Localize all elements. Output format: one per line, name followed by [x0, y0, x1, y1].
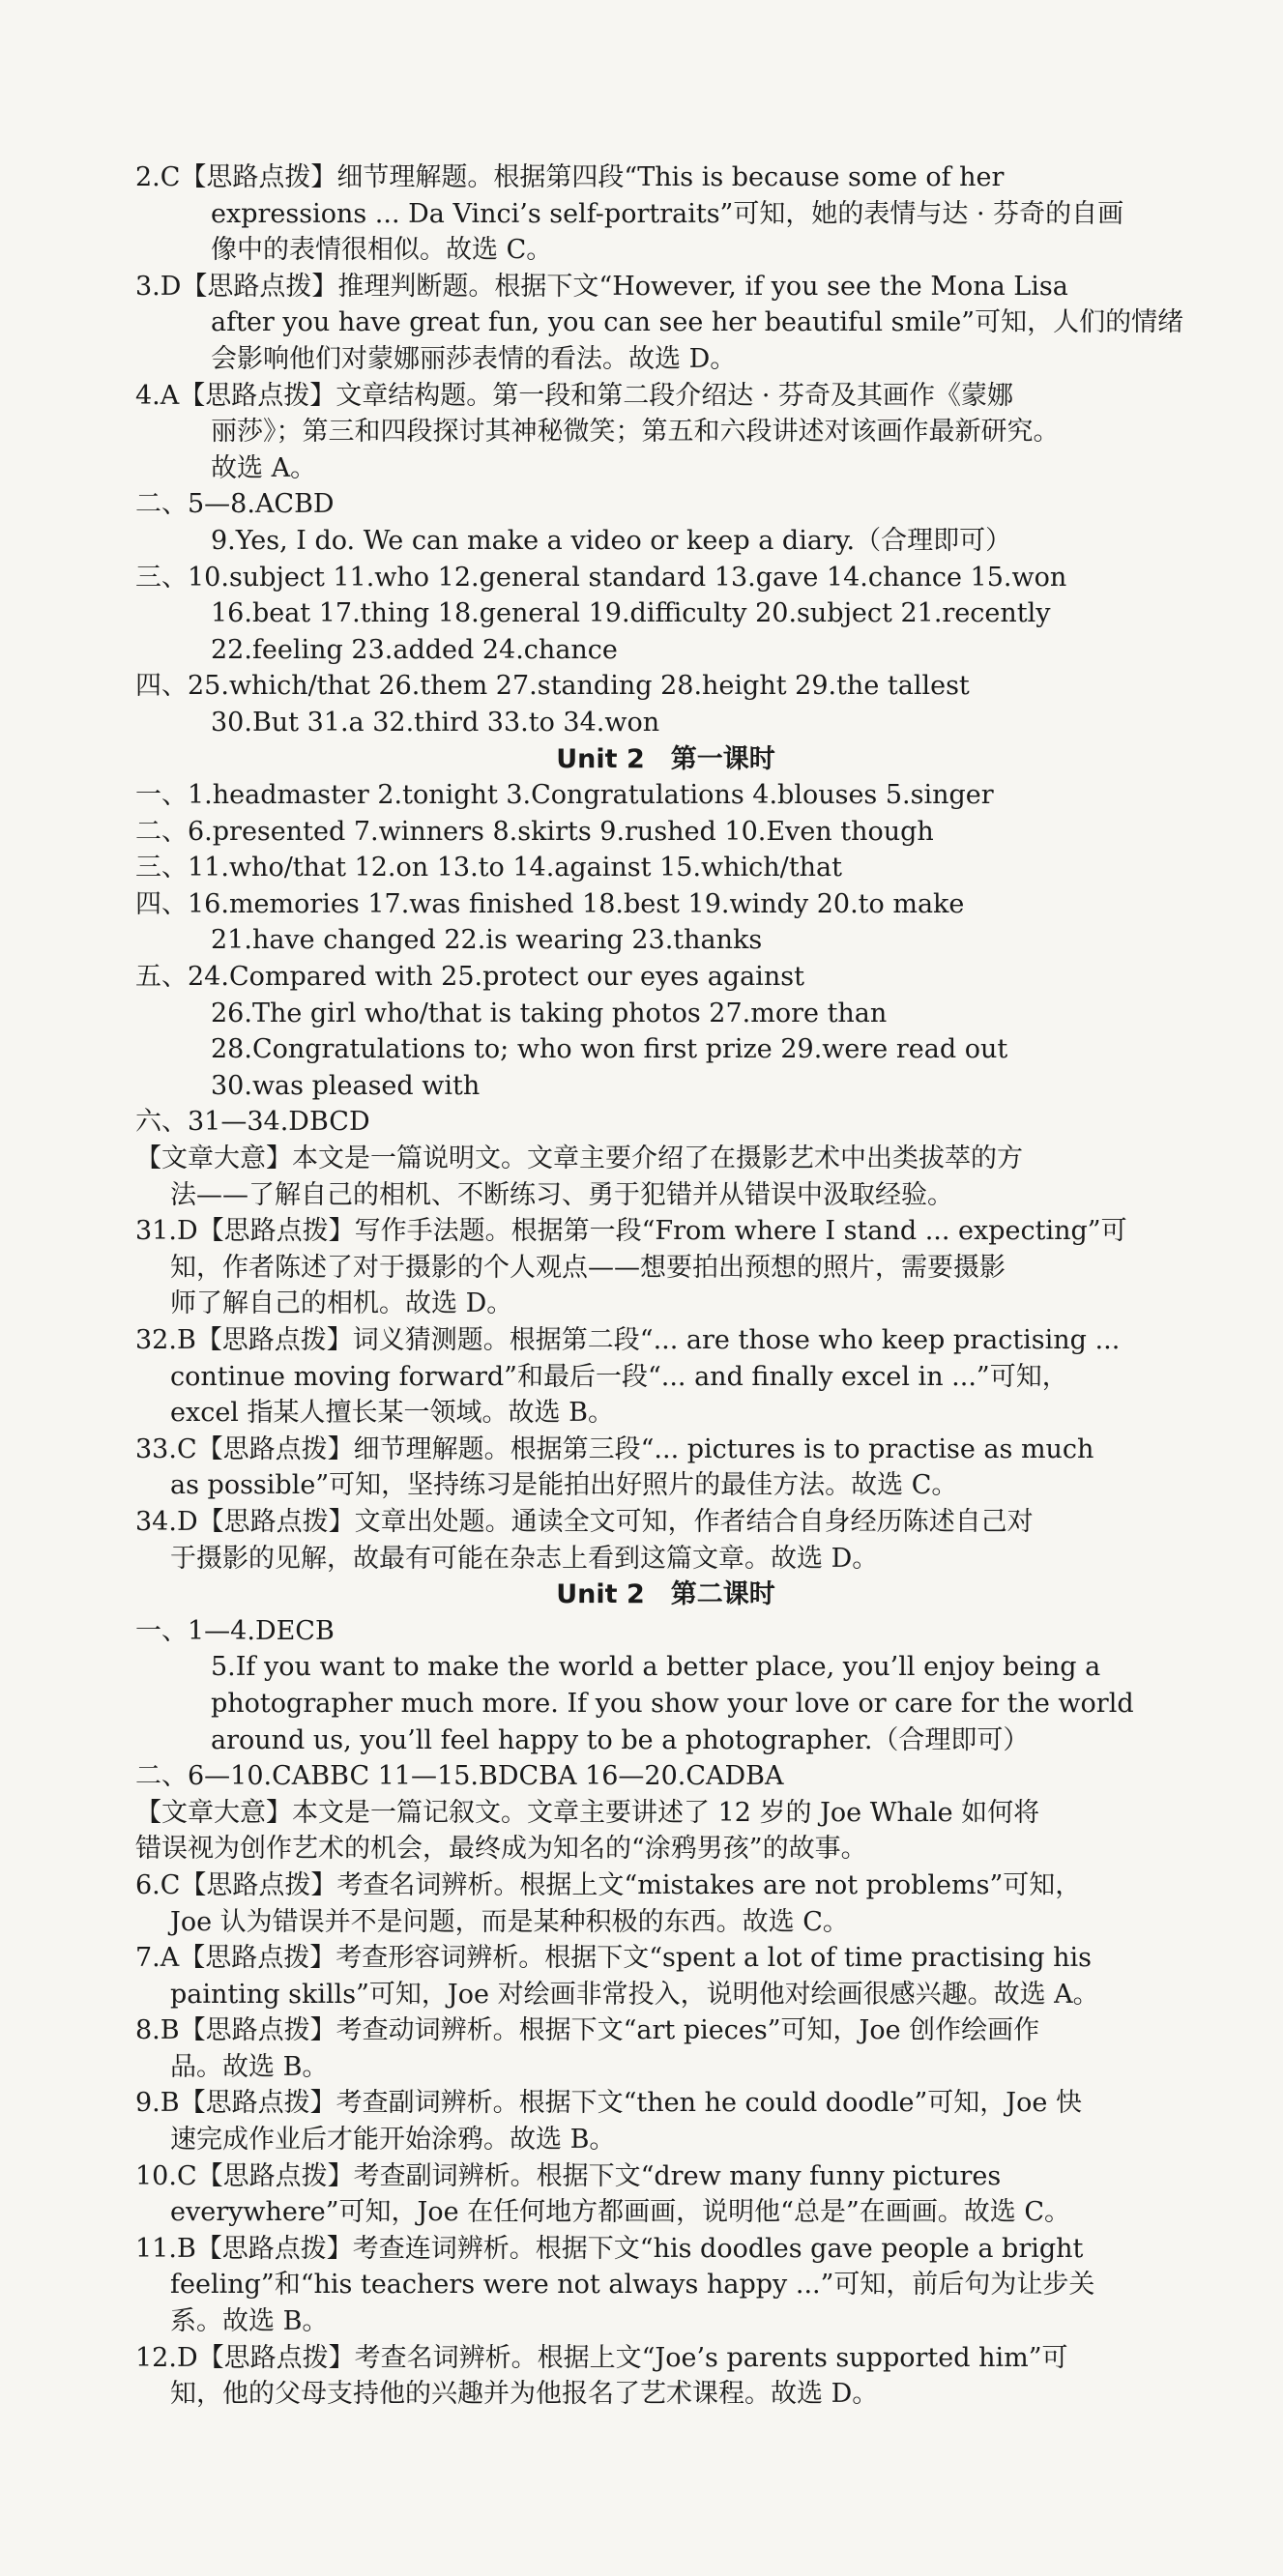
- answer-line: 21.have changed 22.is wearing 23.thanks: [211, 925, 763, 956]
- answer-line: after you have great fun, you can see her beautiful smile”可知，人们的情绪: [211, 307, 1184, 338]
- answer-line: 三、11.who/that 12.on 13.to 14.against 15.which/that: [135, 853, 842, 883]
- answer-line: 师了解自己的相机。故选 D。: [170, 1288, 513, 1319]
- answer-line: excel 指某人擅长某一领域。故选 B。: [170, 1398, 614, 1429]
- answer-line: 四、25.which/that 26.them 27.standing 28.height 29.the tallest: [135, 671, 970, 702]
- answer-line: 9.B【思路点拨】考查副词辨析。根据下文“then he could doodle”可知，Joe 快: [135, 2088, 1082, 2119]
- answer-line: 6.C【思路点拨】考查名词辨析。根据上文“mistakes are not problems”可知，: [135, 1869, 1082, 1900]
- answer-line: 33.C【思路点拨】细节理解题。根据第三段“... pictures is to practise as much: [135, 1433, 1094, 1464]
- answer-line: around us, you’ll feel happy to be a photographer.（合理即可）: [211, 1724, 1030, 1755]
- answer-line: 5.If you want to make the world a better place, you’ll enjoy being a: [211, 1652, 1101, 1683]
- answer-line: 五、24.Compared with 25.protect our eyes against: [135, 962, 804, 993]
- answer-line: 10.C【思路点拨】考查副词辨析。根据下文“drew many funny pictures: [135, 2160, 1002, 2191]
- answer-line: 一、1—4.DECB: [135, 1615, 335, 1646]
- answer-line: 3.D【思路点拨】推理判断题。根据下文“However, if you see the Mona Lisa: [135, 271, 1068, 302]
- answer-line: 16.beat 17.thing 18.general 19.difficulty 20.subject 21.recently: [211, 598, 1051, 629]
- answer-line: 8.B【思路点拨】考查动词辨析。根据下文“art pieces”可知，Joe 创作绘画作: [135, 2015, 1040, 2046]
- answer-line: 【文章大意】本文是一篇说明文。文章主要介绍了在摄影艺术中出类拔萃的方: [135, 1143, 1023, 1174]
- answer-line: 于摄影的见解，故最有可能在杂志上看到这篇文章。故选 D。: [170, 1543, 879, 1574]
- answer-line: 11.B【思路点拨】考查连词辨析。根据下文“his doodles gave people a bright: [135, 2233, 1084, 2264]
- answer-line: 28.Congratulations to; who won first prize 29.were read out: [211, 1034, 1008, 1065]
- answer-line: 34.D【思路点拨】文章出处题。通读全文可知，作者结合自身经历陈述自己对: [135, 1506, 1034, 1537]
- answer-line: 一、1.headmaster 2.tonight 3.Congratulations 4.blouses 5.singer: [135, 780, 994, 811]
- answer-line: 像中的表情很相似。故选 C。: [211, 235, 553, 266]
- answer-line: 品。故选 B。: [170, 2051, 329, 2082]
- answer-line: 会影响他们对蒙娜丽莎表情的看法。故选 D。: [211, 343, 737, 374]
- section-heading: Unit 2 第二课时: [556, 1579, 775, 1610]
- answer-line: 4.A【思路点拨】文章结构题。第一段和第二段介绍达 · 芬奇及其画作《蒙娜: [135, 380, 1014, 411]
- answer-line: expressions ... Da Vinci’s self-portraits”可知，她的表情与达 · 芬奇的自画: [211, 198, 1124, 229]
- answer-line: 二、6.presented 7.winners 8.skirts 9.rushed 10.Even though: [135, 816, 934, 847]
- answer-line: 32.B【思路点拨】词义猜测题。根据第二段“... are those who keep practising ...: [135, 1325, 1121, 1355]
- answer-line: 12.D【思路点拨】考查名词辨析。根据上文“Joe’s parents supported him”可: [135, 2342, 1068, 2373]
- answer-line: photographer much more. If you show your love or care for the world: [211, 1688, 1134, 1719]
- answer-line: 知，他的父母支持他的兴趣并为他报名了艺术课程。故选 D。: [170, 2379, 879, 2410]
- section-heading: Unit 2 第一课时: [556, 743, 775, 774]
- answer-line: 丽莎》；第三和四段探讨其神秘微笑；第五和六段讲述对该画作最新研究。: [211, 417, 1060, 448]
- answer-line: 30.But 31.a 32.third 33.to 34.won: [211, 707, 660, 738]
- answer-line: 7.A【思路点拨】考查形容词辨析。根据下文“spent a lot of time practising his: [135, 1943, 1093, 1974]
- answer-line: continue moving forward”和最后一段“... and finally excel in ...”可知，: [170, 1361, 1068, 1392]
- answer-line: everywhere”可知，Joe 在任何地方都画画，说明他“总是”在画画。故选 C。: [170, 2197, 1071, 2228]
- answer-line: 26.The girl who/that is taking photos 27.more than: [211, 998, 888, 1028]
- answer-line: 2.C【思路点拨】细节理解题。根据第四段“This is because some of her: [135, 162, 1005, 192]
- answer-line: 错误视为创作艺术的机会，最终成为知名的“涂鸦男孩”的故事。: [135, 1834, 867, 1865]
- answer-line: 31.D【思路点拨】写作手法题。根据第一段“From where I stand ... expecting”可: [135, 1216, 1127, 1247]
- answer-line: 知，作者陈述了对于摄影的个人观点——想要拍出预想的照片，需要摄影: [170, 1252, 1006, 1283]
- answer-line: feeling”和“his teachers were not always happy ...”可知，前后句为让步关: [170, 2270, 1095, 2301]
- answer-line: 30.was pleased with: [211, 1070, 481, 1101]
- answer-line: 六、31—34.DBCD: [135, 1107, 370, 1138]
- answer-line: 系。故选 B。: [170, 2306, 329, 2337]
- answer-line: 22.feeling 23.added 24.chance: [211, 634, 618, 665]
- answer-line: Joe 认为错误并不是问题，而是某种积极的东西。故选 C。: [170, 1906, 849, 1937]
- answer-line: 二、6—10.CABBC 11—15.BDCBA 16—20.CADBA: [135, 1761, 784, 1792]
- answer-line: 速完成作业后才能开始涂鸦。故选 B。: [170, 2125, 616, 2156]
- answer-line: 故选 A。: [211, 452, 317, 483]
- answer-line: as possible”可知，坚持练习是能拍出好照片的最佳方法。故选 C。: [170, 1470, 958, 1501]
- answer-line: 法——了解自己的相机、不断练习、勇于犯错并从错误中汲取经验。: [170, 1179, 953, 1210]
- answer-line: 二、5—8.ACBD: [135, 489, 335, 520]
- answer-line: 三、10.subject 11.who 12.general standard 13.gave 14.chance 15.won: [135, 562, 1067, 593]
- answer-line: 四、16.memories 17.was finished 18.best 19.windy 20.to make: [135, 888, 965, 919]
- answer-line: 9.Yes, I do. We can make a video or keep a diary.（合理即可）: [211, 525, 1012, 556]
- answer-line: painting skills”可知，Joe 对绘画非常投入，说明他对绘画很感兴趣。故选 A。: [170, 1979, 1099, 2010]
- answer-line: 【文章大意】本文是一篇记叙文。文章主要讲述了 12 岁的 Joe Whale 如何将: [135, 1797, 1040, 1828]
